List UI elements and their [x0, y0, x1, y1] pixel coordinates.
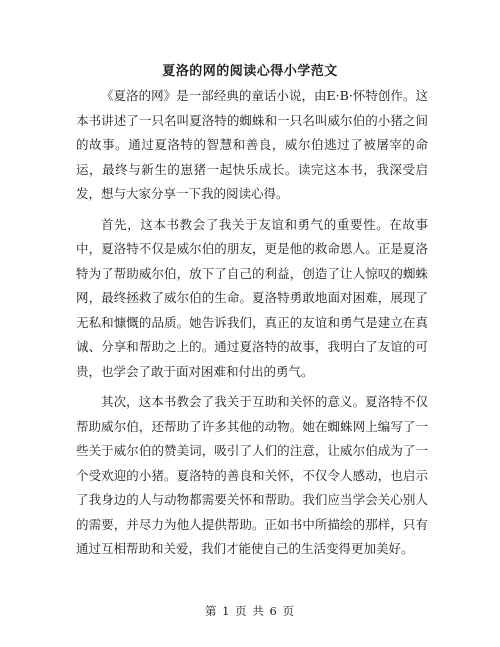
document-body	[76, 84, 428, 562]
paragraph-mutual-help: 其次，这本书教会了我关于互助和关怀的意义。夏洛特不仅帮助威尔伯，还帮助了许多其他的动物。她在蜘蛛网上编写了一些关于威尔伯的赞美词，吸引了人们的注意，让威尔伯成为了一个受欢迎的小猪。夏洛特的善良和关怀，不仅令人感动，也启示了我身边的人与动物都需要关怀和帮助。我们应当学会关心别人的需要，并尽力为他人提供帮助。正如书中所描绘的那样，只有通过互相帮助和关爱，我们才能使自己的生活变得更加美好。	[76, 394, 428, 556]
paragraph-friendship: 首先，这本书教会了我关于友谊和勇气的重要性。在故事中，夏洛特不仅是威尔伯的朋友，更是他的救命恩人。正是夏洛特为了帮助威尔伯，放下了自己的利益，创造了让人惊叹的蜘蛛网，最终拯救了威尔伯的生命。夏洛特勇敢地面对困难，展现了无私和慷慨的品质。她告诉我们，真正的友谊和勇气是建立在真诚、分享和帮助之上的。通过夏洛特的故事，我明白了友谊的可贵，也学会了敢于面对困难和付出的勇气。	[76, 216, 428, 379]
document-title: 夏洛的网的阅读心得小学范文	[162, 64, 338, 79]
paragraph-intro: 《夏洛的网》是一部经典的童话小说，由E·B·怀特创作。这本书讲述了一只名叫夏洛特的蜘蛛和一只名叫威尔伯的小猪之间的故事。通过夏洛特的智慧和善良，威尔伯逃过了被屠宰的命运，最终与新生的崽猪一起快乐成长。读完这本书，我深受启发，想与大家分享一下我的阅读心得。	[76, 88, 428, 201]
page-footer: 第 1 页 共 6 页	[205, 604, 295, 618]
